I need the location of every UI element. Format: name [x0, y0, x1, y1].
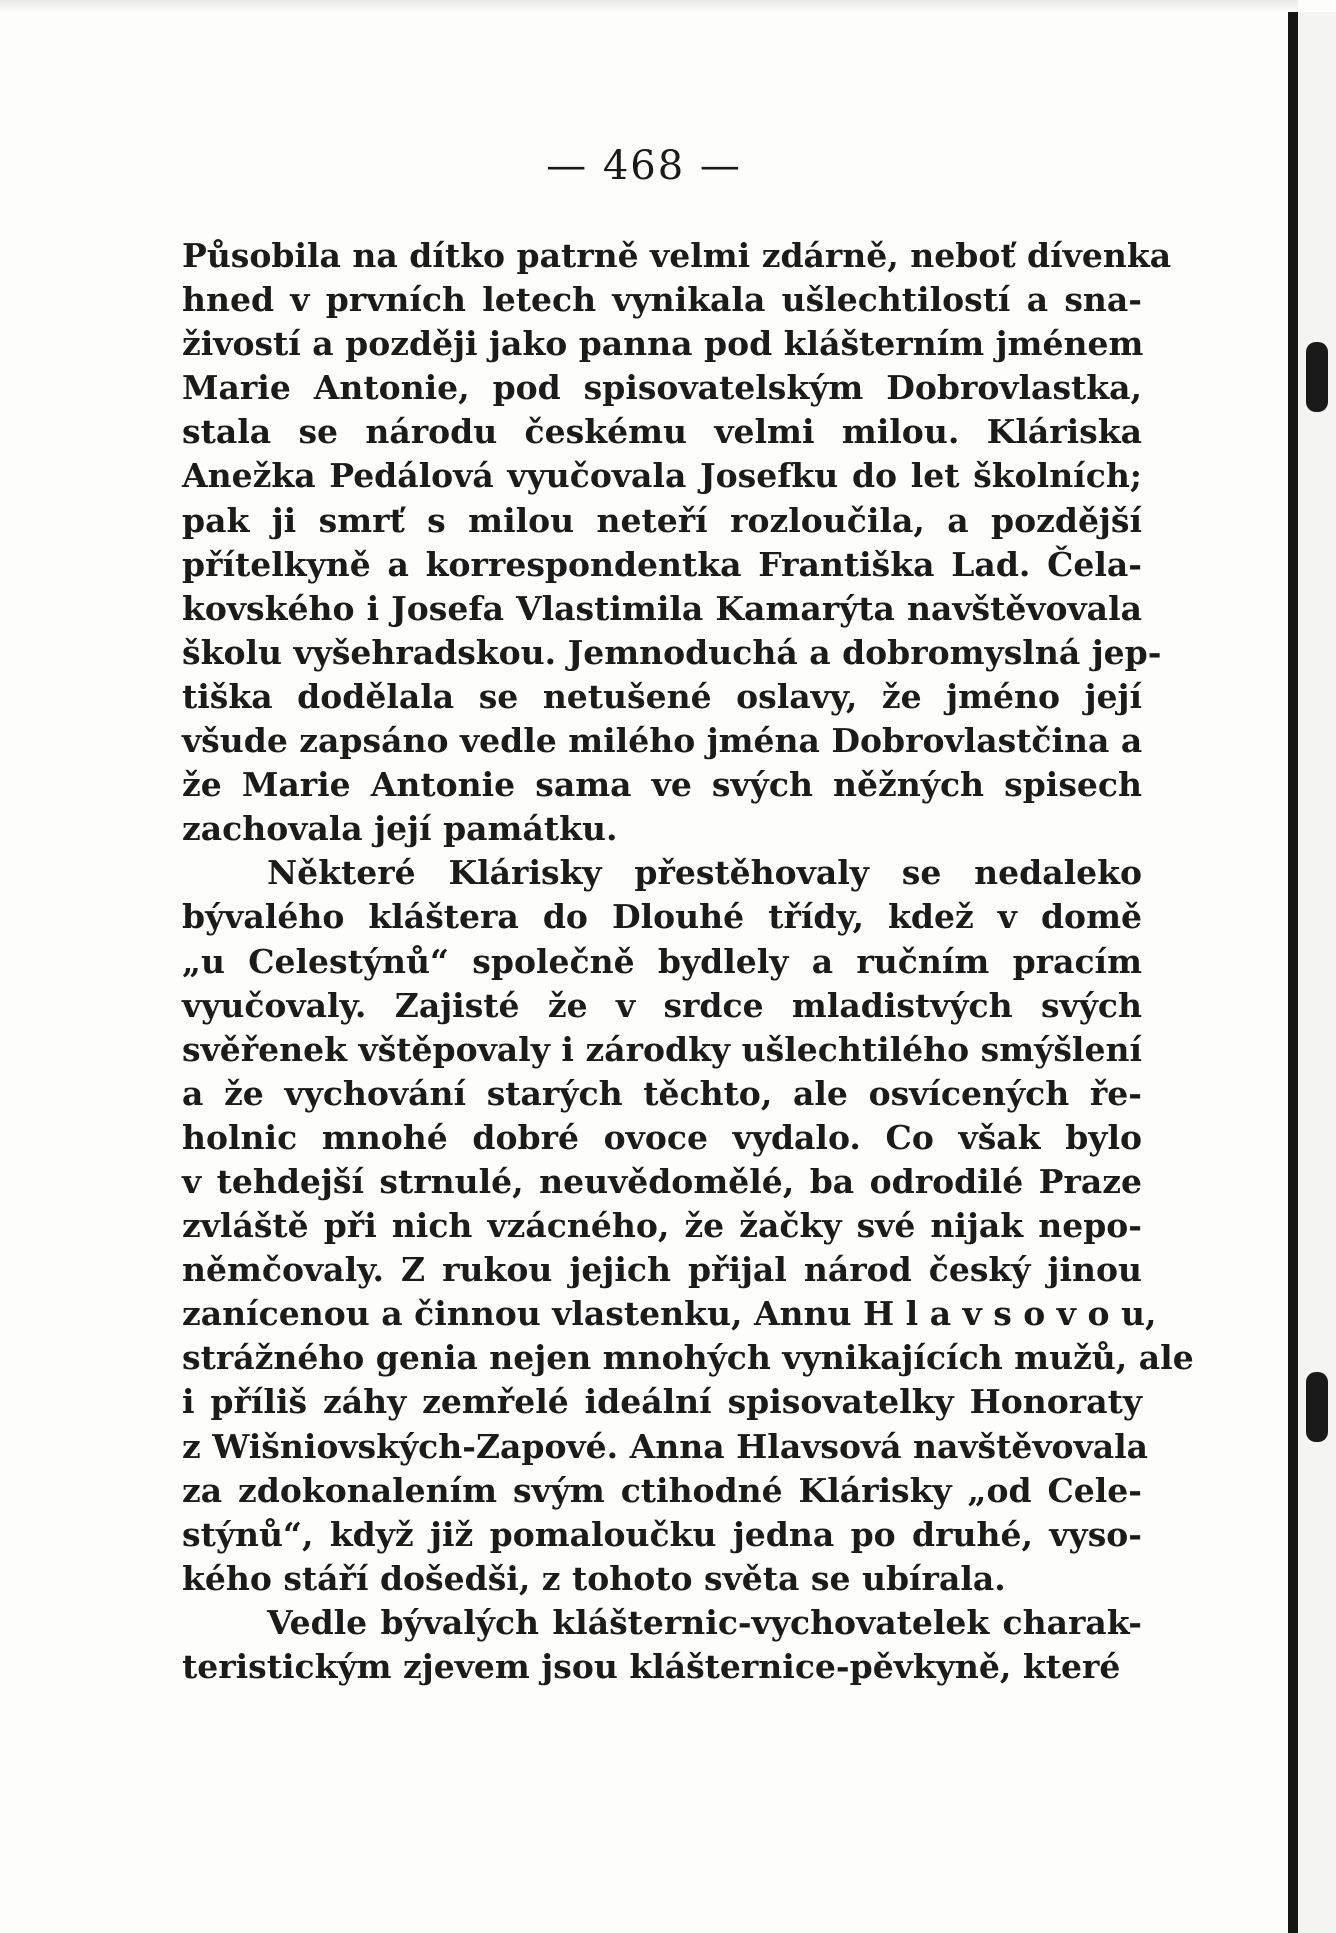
text-line: svěřenek vštěpovaly i zárodky ušlechtilého smýšlení [182, 1029, 1142, 1069]
text-line: pak ji smrť s milou neteří rozloučila, a pozdější [182, 500, 1142, 540]
page-top-edge [0, 0, 1298, 12]
text-line: vyučovaly. Zajisté že v srdce mladistvých svých [182, 985, 1142, 1025]
text-line: z Wišniovských-Zapové. Anna Hlavsová navštěvovala [182, 1426, 1149, 1466]
text-line: kovského i Josefa Vlastimila Kamarýta navštěvovala [182, 588, 1142, 628]
text-line: školu vyšehradskou. Jemnoduchá a dobromyslná jep- [182, 632, 1162, 672]
page-number: — 468 — [546, 143, 742, 189]
text-line: Působila na dítko patrně velmi zdárně, neboť dívenka [182, 236, 1172, 275]
text-line: němčovaly. Z rukou jejich přijal národ český jinou [182, 1250, 1142, 1290]
text-line: že Marie Antonie sama ve svých něžných spisech [182, 765, 1142, 805]
text-line: „u Celestýnů“ společně bydlely a ručním pracím [182, 941, 1142, 981]
text-line: Vedle bývalých klášternic-vychovatelek charak- [267, 1602, 1142, 1642]
text-line: zvláště při nich vzácného, že žačky své nijak nepo- [182, 1206, 1142, 1246]
text-line: Anežka Pedálová vyučovala Josefku do let školních; [182, 456, 1142, 496]
body-text [182, 234, 1194, 1689]
binding-mark [1306, 342, 1328, 412]
text-line: za zdokonalením svým ctihodné Klárisky „od Cele- [182, 1470, 1142, 1510]
text-line: i příliš záhy zemřelé ideální spisovatelky Honoraty [182, 1382, 1142, 1422]
text-line: strážného genia nejen mnohých vynikajících mužů, ale [182, 1338, 1194, 1378]
text-line: živostí a později jako panna pod klášterním jménem [182, 324, 1144, 364]
text-line: a že vychování starých těchto, ale osvícených ře- [182, 1073, 1142, 1113]
paragraph [182, 1601, 1142, 1689]
text-line: holnic mnohé dobré ovoce vydalo. Co však bylo [182, 1117, 1142, 1157]
text-line: přítelkyně a korrespondentka Františka Lad. Čela- [182, 544, 1142, 584]
text-line: v tehdejší strnulé, neuvědomělé, ba odrodilé Praze [182, 1161, 1142, 1201]
text-line: bývalého kláštera do Dlouhé třídy, kdež v domě [182, 897, 1142, 937]
text-line: Některé Klárisky přestěhovaly se nedaleko [267, 853, 1142, 893]
text-line: hned v prvních letech vynikala ušlechtilostí a sna- [182, 280, 1142, 320]
text-line: teristickým zjevem jsou klášternice-pěvkyně, které [182, 1647, 1121, 1686]
text-line: zanícenou a činnou vlastenku, Annu H l a v s o v o u, [182, 1294, 1157, 1334]
text-line: stýnů“, když již pomaloučku jedna po druhé, vyso- [182, 1514, 1142, 1554]
text-line: kého stáří došedši, z tohoto světa se ubírala. [182, 1558, 1006, 1598]
text-line: stala se národu českému velmi milou. Kláriska [182, 412, 1142, 452]
text-line: Marie Antonie, pod spisovatelským Dobrovlastka, [182, 368, 1142, 408]
page-right-edge [1288, 12, 1298, 1933]
binding-mark [1306, 1372, 1328, 1442]
text-line: zachovala její památku. [182, 809, 618, 849]
text-line: tiška dodělala se netušené oslavy, že jméno její [182, 676, 1142, 716]
paragraph [182, 851, 1194, 1601]
paragraph [182, 234, 1172, 851]
page-margin-strip [1298, 12, 1336, 1933]
text-line: všude zapsáno vedle milého jména Dobrovlastčina a [182, 721, 1143, 761]
